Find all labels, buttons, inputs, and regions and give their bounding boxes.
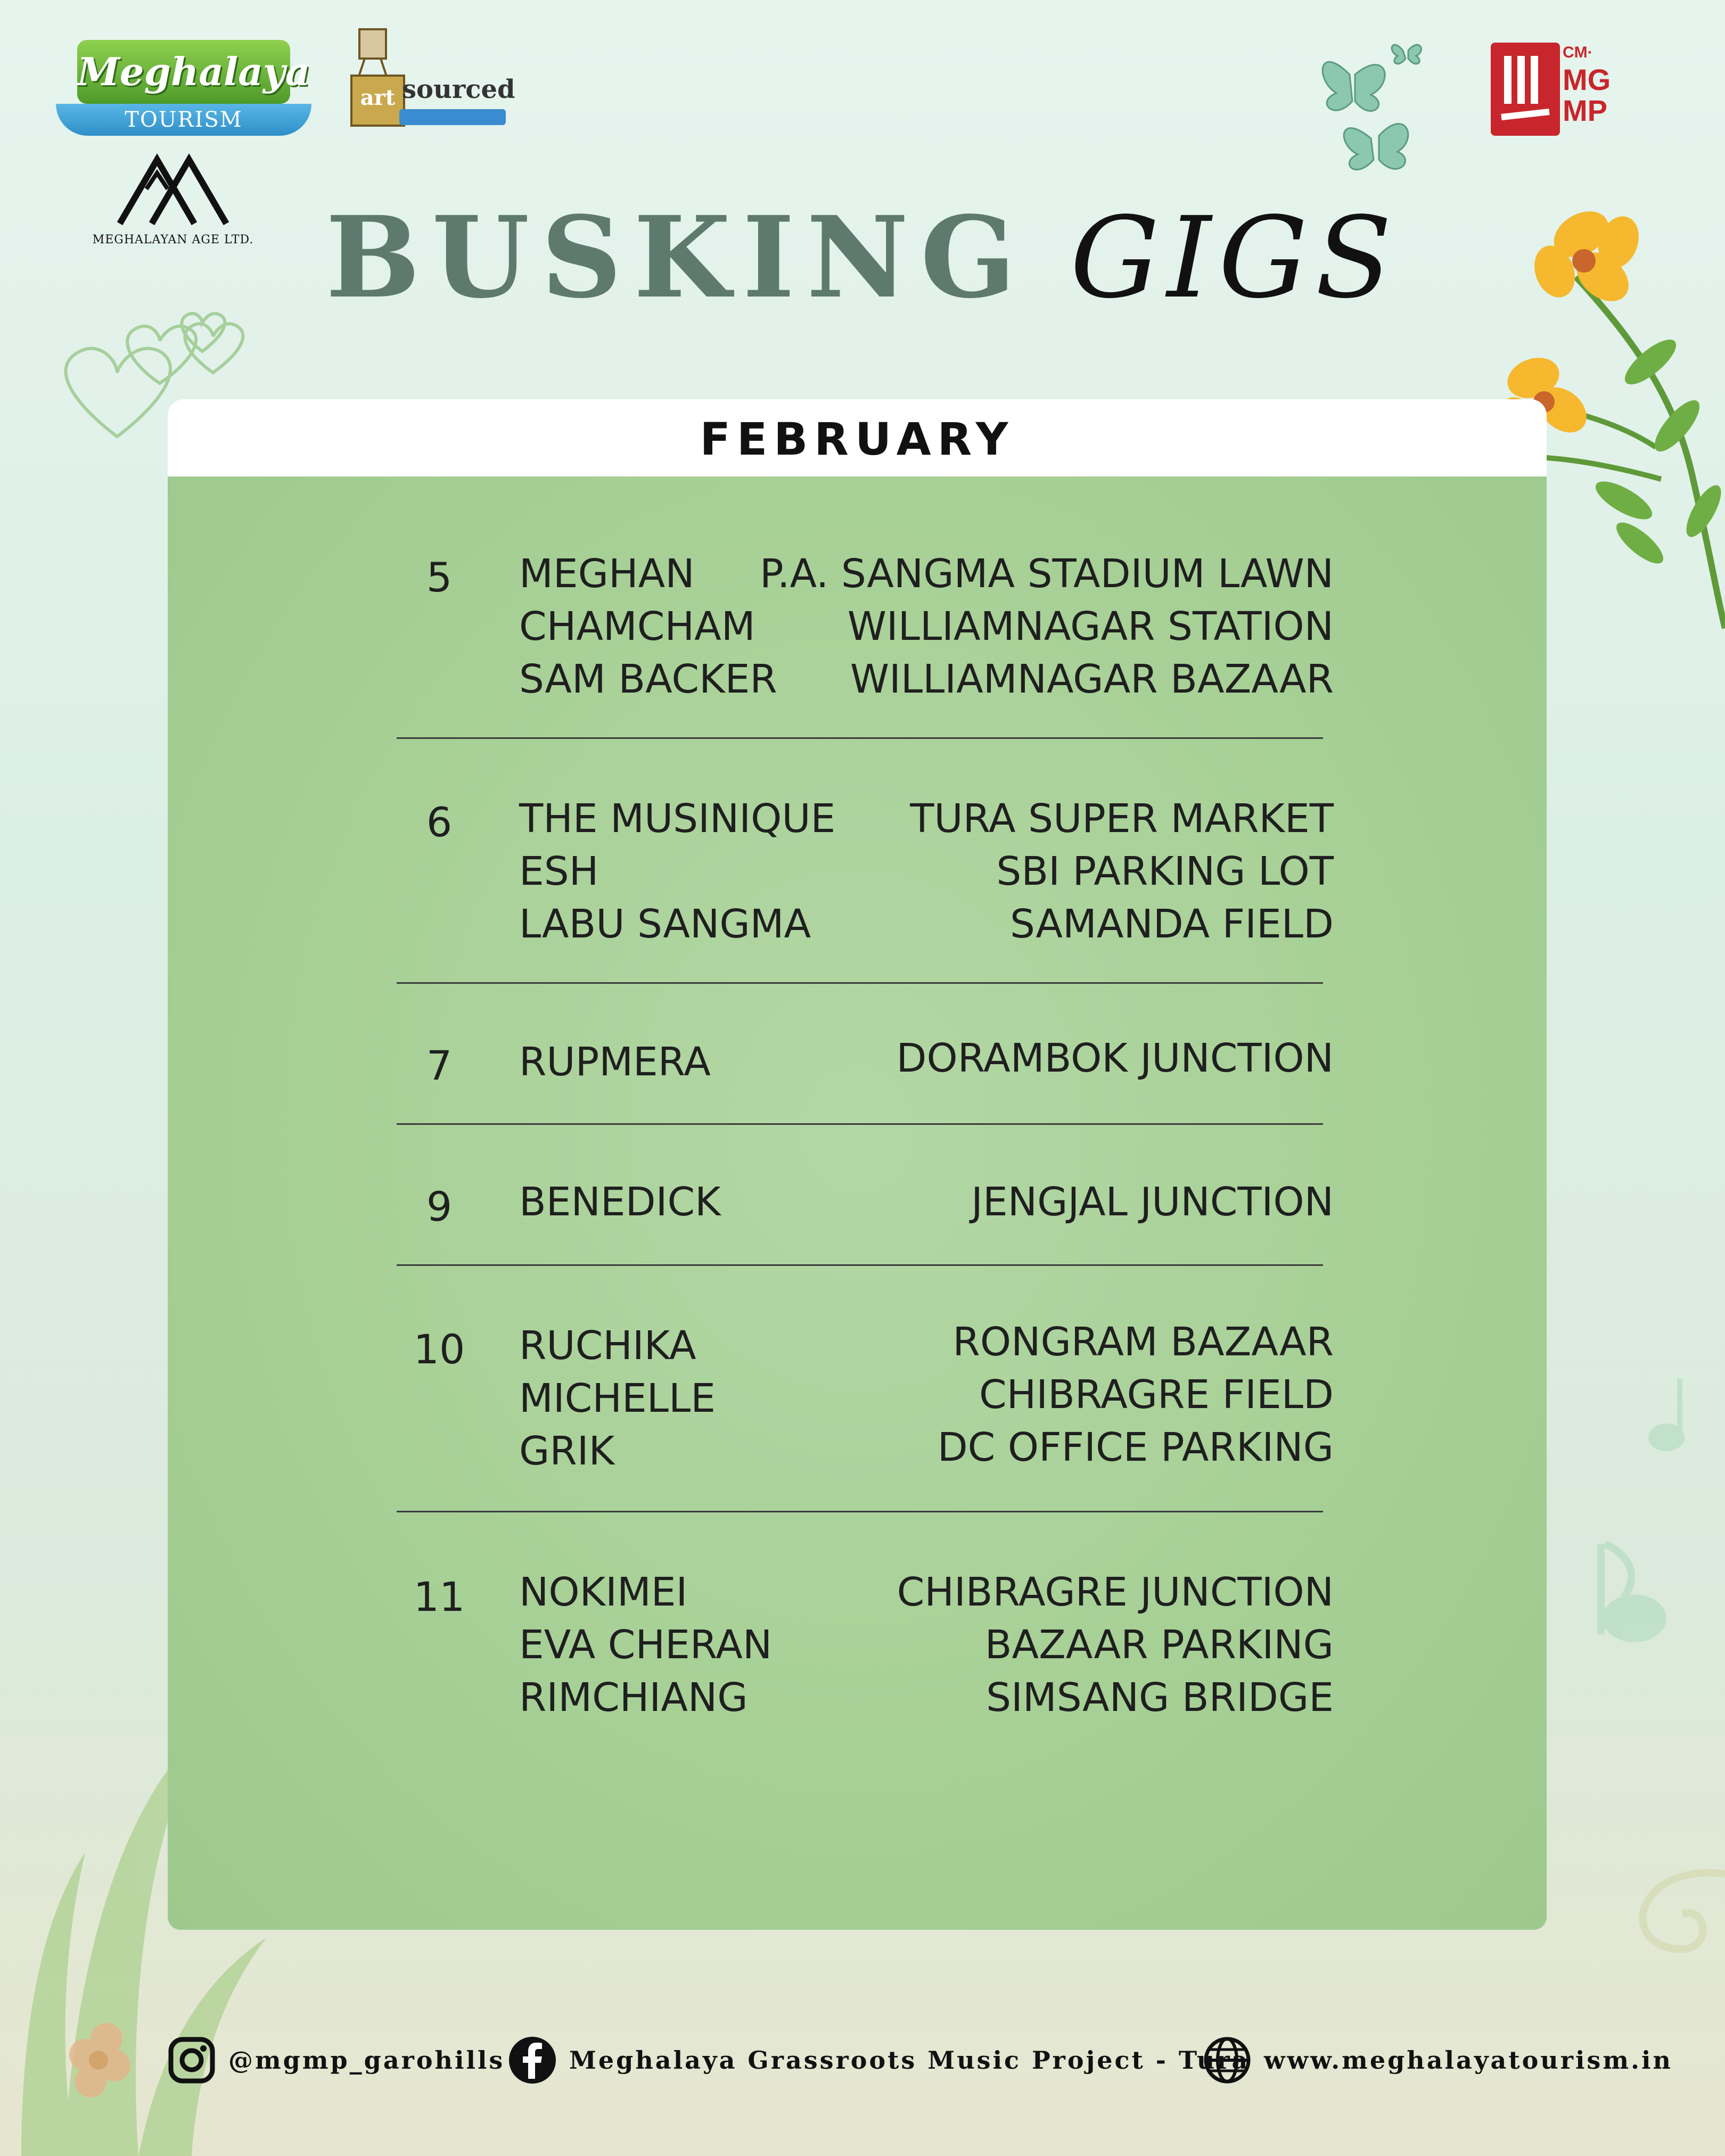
page-title xyxy=(0,192,1725,323)
gig-venue: P.A. SANGMA STADIUM LAWN xyxy=(759,551,1334,597)
meghalayan-age-label: MEGHALAYAN AGE LTD. xyxy=(92,233,254,246)
gig-date: 6 xyxy=(426,799,453,846)
easel-icon xyxy=(357,24,389,75)
art-sourced-logo[interactable] xyxy=(346,24,516,130)
website-link[interactable] xyxy=(1203,2034,1673,2087)
gig-venue: TURA SUPER MARKET xyxy=(910,796,1334,842)
meghalaya-tourism-sub: TOURISM xyxy=(56,104,311,136)
gig-venue: DC OFFICE PARKING xyxy=(937,1425,1334,1470)
globe-icon xyxy=(1203,2036,1251,2084)
instagram-link[interactable] xyxy=(168,2034,505,2087)
section-divider xyxy=(397,1511,1323,1512)
section-divider xyxy=(397,1123,1323,1125)
gig-date: 5 xyxy=(426,554,453,601)
gig-venue: BAZAAR PARKING xyxy=(984,1622,1334,1668)
gig-venue: CHIBRAGRE FIELD xyxy=(979,1372,1334,1418)
title-gigs: GIGS xyxy=(1070,193,1400,323)
gig-artist: THE MUSINIQUE xyxy=(519,796,836,842)
gig-date: 9 xyxy=(426,1183,453,1230)
gig-artist: LABU SANGMA xyxy=(519,901,811,947)
facebook-link[interactable] xyxy=(508,2034,1250,2087)
cm-mgmp-logo[interactable] xyxy=(1491,43,1629,138)
meghalaya-tourism-logo[interactable] xyxy=(56,40,311,130)
website-url: www.meghalayatourism.in xyxy=(1264,2046,1673,2075)
gig-artist: RUPMERA xyxy=(519,1039,711,1085)
gig-artist: SAM BACKER xyxy=(519,656,777,702)
gig-venue: RONGRAM BAZAAR xyxy=(952,1319,1334,1365)
section-divider xyxy=(397,982,1323,984)
gig-artist: RUCHIKA xyxy=(519,1323,696,1369)
gig-venue: JENGJAL JUNCTION xyxy=(971,1179,1334,1225)
art-sourced-art: art xyxy=(350,75,405,127)
cm-mgmp-line3: MP xyxy=(1563,94,1607,127)
gig-venue: CHIBRAGRE JUNCTION xyxy=(897,1569,1334,1615)
art-sourced-sourced: sourced xyxy=(402,75,515,104)
gig-artist: EVA CHERAN xyxy=(519,1622,773,1668)
gig-venue: SAMANDA FIELD xyxy=(1010,901,1334,947)
month-label: FEBRUARY xyxy=(700,413,1015,465)
swirl-icon xyxy=(1642,1873,1725,1949)
music-notes-icon xyxy=(1597,1379,1685,1642)
cm-mgmp-emblem xyxy=(1491,43,1560,136)
gig-date: 10 xyxy=(413,1326,465,1373)
section-divider xyxy=(397,1264,1323,1266)
month-header xyxy=(168,399,1547,476)
gig-artist: GRIK xyxy=(519,1428,615,1474)
facebook-page: Meghalaya Grassroots Music Project - Tura xyxy=(569,2046,1250,2075)
gig-venue: DORAMBOK JUNCTION xyxy=(896,1035,1334,1081)
title-busking: BUSKING xyxy=(325,192,1028,323)
gig-artist: RIMCHIANG xyxy=(519,1675,748,1721)
gig-artist: MEGHAN xyxy=(519,551,695,597)
gig-artist: NOKIMEI xyxy=(519,1569,688,1615)
gig-artist: CHAMCHAM xyxy=(519,604,755,649)
brush-stroke-icon xyxy=(399,109,506,125)
gig-date: 11 xyxy=(413,1573,465,1620)
gig-artist: ESH xyxy=(519,849,599,894)
butterflies-icon xyxy=(1322,45,1421,169)
gig-venue: WILLIAMNAGAR STATION xyxy=(847,604,1334,649)
gig-artist: BENEDICK xyxy=(519,1179,721,1225)
gig-venue: SIMSANG BRIDGE xyxy=(986,1675,1334,1721)
cm-mgmp-line2: MG xyxy=(1563,63,1611,96)
gig-venue: WILLIAMNAGAR BAZAAR xyxy=(850,656,1334,702)
instagram-icon xyxy=(168,2036,216,2084)
meghalaya-tourism-wordmark: Meghalaya xyxy=(77,40,290,104)
facebook-icon xyxy=(508,2036,556,2084)
gig-venue: SBI PARKING LOT xyxy=(996,849,1334,894)
gig-artist: MICHELLE xyxy=(519,1376,716,1421)
gig-date: 7 xyxy=(426,1042,453,1089)
section-divider xyxy=(397,737,1323,739)
cm-mgmp-line1: CM· xyxy=(1563,44,1593,61)
instagram-handle: @mgmp_garohills xyxy=(228,2046,505,2075)
